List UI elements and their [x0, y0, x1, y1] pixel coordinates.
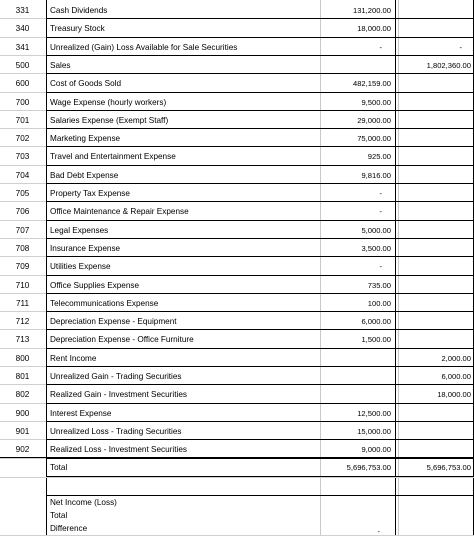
debit-cell[interactable]: 75,000.00: [357, 133, 391, 143]
account-code-cell[interactable]: 901: [15, 426, 30, 436]
debit-cell[interactable]: [320, 56, 394, 74]
account-name-cell[interactable]: Utilities Expense: [50, 262, 111, 271]
account-name-cell[interactable]: Depreciation Expense - Office Furniture: [50, 335, 194, 344]
total-code-cell[interactable]: [0, 458, 45, 476]
account-name-cell[interactable]: Office Supplies Expense: [50, 280, 140, 290]
account-name-cell[interactable]: Sales: [50, 60, 71, 70]
account-code-cell[interactable]: 705: [15, 188, 30, 198]
debit-cell[interactable]: -: [379, 262, 382, 271]
credit-cell[interactable]: [399, 221, 474, 239]
grid-line: [46, 439, 474, 440]
difference-label[interactable]: Difference: [50, 523, 88, 533]
account-code-cell[interactable]: 340: [15, 24, 30, 33]
total-label-cell[interactable]: Total: [50, 462, 68, 472]
difference-debit-cell[interactable]: -: [377, 526, 380, 535]
ledger-row: [0, 404, 474, 422]
credit-cell[interactable]: [399, 184, 474, 202]
account-name-cell[interactable]: Salaries Expense (Exempt Staff): [50, 115, 169, 125]
account-code-cell[interactable]: 600: [15, 79, 30, 88]
grid-line: [0, 477, 474, 478]
account-code-cell[interactable]: 702: [15, 133, 30, 143]
credit-cell[interactable]: [399, 1, 474, 19]
credit-cell[interactable]: [399, 147, 474, 166]
ledger-row: [0, 56, 474, 74]
debit-cell[interactable]: 9,000.00: [361, 445, 391, 454]
grid-line: [46, 146, 474, 147]
account-name-cell[interactable]: Realized Gain - Investment Securities: [50, 390, 187, 399]
grid-line: [46, 201, 474, 202]
debit-cell[interactable]: 3,500.00: [361, 243, 391, 253]
grid-line: [46, 348, 474, 349]
account-code-cell[interactable]: 700: [15, 97, 30, 107]
ledger-row: [0, 93, 474, 111]
grid-line: [46, 311, 474, 312]
debit-cell[interactable]: 9,816.00: [361, 170, 391, 180]
ledger-row: [0, 111, 474, 129]
account-name-cell[interactable]: Marketing Expense: [50, 133, 121, 143]
debit-cell[interactable]: 18,000.00: [357, 24, 391, 33]
debit-cell[interactable]: 925.00: [367, 152, 391, 161]
credit-cell[interactable]: [399, 404, 474, 422]
account-code-cell[interactable]: 707: [15, 225, 30, 235]
account-code-cell[interactable]: 710: [15, 280, 30, 290]
debit-cell[interactable]: 131,200.00: [352, 5, 391, 15]
debit-cell[interactable]: 29,000.00: [357, 115, 391, 125]
grid-line: [46, 238, 474, 239]
net-income-label[interactable]: Net Income (Loss): [50, 498, 117, 507]
account-code-cell[interactable]: 900: [15, 408, 30, 418]
account-name-cell[interactable]: Bad Debt Expense: [50, 170, 119, 180]
credit-cell[interactable]: [399, 166, 474, 184]
grid-line: [46, 55, 474, 56]
grid-line: [46, 165, 474, 166]
credit-cell[interactable]: [399, 257, 474, 276]
ledger-row: [0, 19, 474, 38]
credit-cell[interactable]: [399, 19, 474, 38]
blank-row: [0, 477, 474, 494]
account-code-cell[interactable]: 500: [15, 60, 30, 70]
ledger-row: [0, 221, 474, 239]
grid-line: [46, 110, 474, 111]
ledger-row: [0, 239, 474, 257]
grid-line: [46, 384, 474, 385]
account-code-cell[interactable]: 701: [15, 115, 30, 125]
credit-cell[interactable]: [399, 74, 474, 93]
account-name-cell[interactable]: Office Maintenance & Repair Expense: [50, 207, 189, 216]
account-name-cell[interactable]: Rent Income: [50, 353, 97, 363]
total-credit-cell[interactable]: 5,696,753.00: [426, 462, 471, 472]
total-debit-cell[interactable]: 5,696,753.00: [346, 462, 391, 472]
ledger-row: [0, 74, 474, 93]
account-code-cell[interactable]: 802: [15, 390, 30, 399]
account-name-cell[interactable]: Insurance Expense: [50, 243, 121, 253]
ledger-row: [0, 349, 474, 367]
credit-cell[interactable]: [399, 239, 474, 257]
grid-line: [46, 37, 474, 38]
ledger-row: [0, 422, 474, 440]
account-name-cell[interactable]: Treasury Stock: [50, 24, 105, 33]
debit-cell[interactable]: 482,159.00: [352, 79, 391, 88]
account-name-cell[interactable]: Wage Expense (hourly workers): [50, 97, 167, 107]
ledger-row: [0, 385, 474, 404]
credit-cell[interactable]: [399, 129, 474, 147]
total-row: [0, 458, 474, 476]
debit-cell[interactable]: -: [379, 42, 382, 52]
account-name-cell[interactable]: Unrealized Gain - Trading Securities: [50, 371, 182, 381]
account-code-cell[interactable]: 711: [15, 298, 30, 308]
ledger-row: [0, 129, 474, 147]
ledger-row: [0, 312, 474, 330]
credit-cell[interactable]: [399, 93, 474, 111]
ledger-row: [0, 38, 474, 56]
debit-cell[interactable]: [320, 385, 394, 404]
account-code-cell[interactable]: 801: [15, 371, 30, 381]
grid-line: [46, 220, 474, 221]
grid-line: [46, 256, 474, 257]
credit-cell[interactable]: [399, 276, 474, 294]
account-name-cell[interactable]: Cash Dividends: [50, 5, 108, 15]
difference-row: [0, 521, 474, 535]
account-name-cell[interactable]: Depreciation Expense - Equipment: [50, 316, 177, 326]
debit-cell[interactable]: 5,000.00: [361, 225, 391, 235]
account-code-cell[interactable]: 704: [15, 170, 30, 180]
credit-cell[interactable]: -: [459, 42, 462, 52]
debit-cell[interactable]: 1,500.00: [361, 335, 391, 344]
debit-cell[interactable]: 6,000.00: [361, 316, 391, 326]
ledger-row: [0, 184, 474, 202]
grid-line: [46, 495, 474, 496]
grid-line: [46, 18, 474, 19]
grid-line: [46, 458, 474, 459]
account-code-cell[interactable]: 902: [15, 445, 30, 454]
ledger-row: [0, 147, 474, 166]
credit-cell[interactable]: [399, 202, 474, 221]
grid-line: [46, 183, 474, 184]
ledger-row: [0, 294, 474, 312]
grid-line: [46, 403, 474, 404]
debit-cell[interactable]: 15,000.00: [357, 426, 391, 436]
account-name-cell[interactable]: Realized Loss - Investment Securities: [50, 445, 187, 454]
account-name-cell[interactable]: Cost of Goods Sold: [50, 79, 121, 88]
debit-cell[interactable]: [320, 349, 394, 367]
account-code-cell[interactable]: 708: [15, 243, 30, 253]
account-name-cell[interactable]: Unrealized (Gain) Loss Available for Sale Securities: [50, 42, 238, 52]
account-code-cell[interactable]: 712: [15, 316, 30, 326]
account-name-cell[interactable]: Interest Expense: [50, 408, 112, 418]
ledger-row: [0, 202, 474, 221]
debit-cell[interactable]: 100.00: [367, 298, 391, 308]
credit-cell[interactable]: [399, 422, 474, 440]
credit-cell[interactable]: 18,000.00: [437, 390, 471, 399]
grid-line: [46, 329, 474, 330]
debit-cell[interactable]: -: [379, 207, 382, 216]
ledger-row: [0, 367, 474, 385]
account-code-cell[interactable]: 709: [15, 262, 30, 271]
grid-line: [46, 421, 474, 422]
credit-cell[interactable]: [399, 294, 474, 312]
total2-label[interactable]: Total: [50, 510, 68, 520]
debit-cell[interactable]: [320, 367, 394, 385]
account-code-cell[interactable]: 341: [15, 42, 30, 52]
ledger-row: [0, 257, 474, 276]
account-name-cell[interactable]: Unrealized Loss - Trading Securities: [50, 426, 182, 436]
grid-line: [46, 73, 474, 74]
debit-cell[interactable]: 9,500.00: [361, 97, 391, 107]
ledger-row: [0, 1, 474, 19]
debit-cell[interactable]: 735.00: [367, 280, 391, 290]
account-code-cell[interactable]: 703: [15, 152, 30, 161]
account-code-cell[interactable]: 800: [15, 353, 30, 363]
ledger-row: [0, 276, 474, 294]
grid-line: [46, 92, 474, 93]
credit-cell[interactable]: 1,802,360.00: [426, 60, 471, 70]
credit-cell[interactable]: [399, 330, 474, 349]
credit-cell[interactable]: 6,000.00: [441, 371, 471, 381]
credit-cell[interactable]: [399, 312, 474, 330]
grid-line: [46, 128, 474, 129]
credit-cell[interactable]: 2,000.00: [441, 353, 471, 363]
total2-row: [0, 509, 474, 521]
account-name-cell[interactable]: Legal Expenses: [50, 225, 109, 235]
grid-line: [46, 366, 474, 367]
net-income-row: [0, 496, 474, 509]
account-code-cell[interactable]: 331: [15, 5, 30, 15]
ledger-row: [0, 166, 474, 184]
account-code-cell[interactable]: 706: [15, 207, 30, 216]
grid-line: [46, 275, 474, 276]
credit-cell[interactable]: [399, 111, 474, 129]
account-code-cell[interactable]: 713: [15, 335, 30, 344]
grid-line: [46, 293, 474, 294]
debit-cell[interactable]: -: [379, 188, 382, 198]
account-name-cell[interactable]: Travel and Entertainment Expense: [50, 152, 176, 161]
ledger-row: [0, 330, 474, 349]
account-name-cell[interactable]: Property Tax Expense: [50, 188, 130, 198]
account-name-cell[interactable]: Telecommunications Expense: [50, 298, 159, 308]
debit-cell[interactable]: 12,500.00: [357, 408, 391, 418]
